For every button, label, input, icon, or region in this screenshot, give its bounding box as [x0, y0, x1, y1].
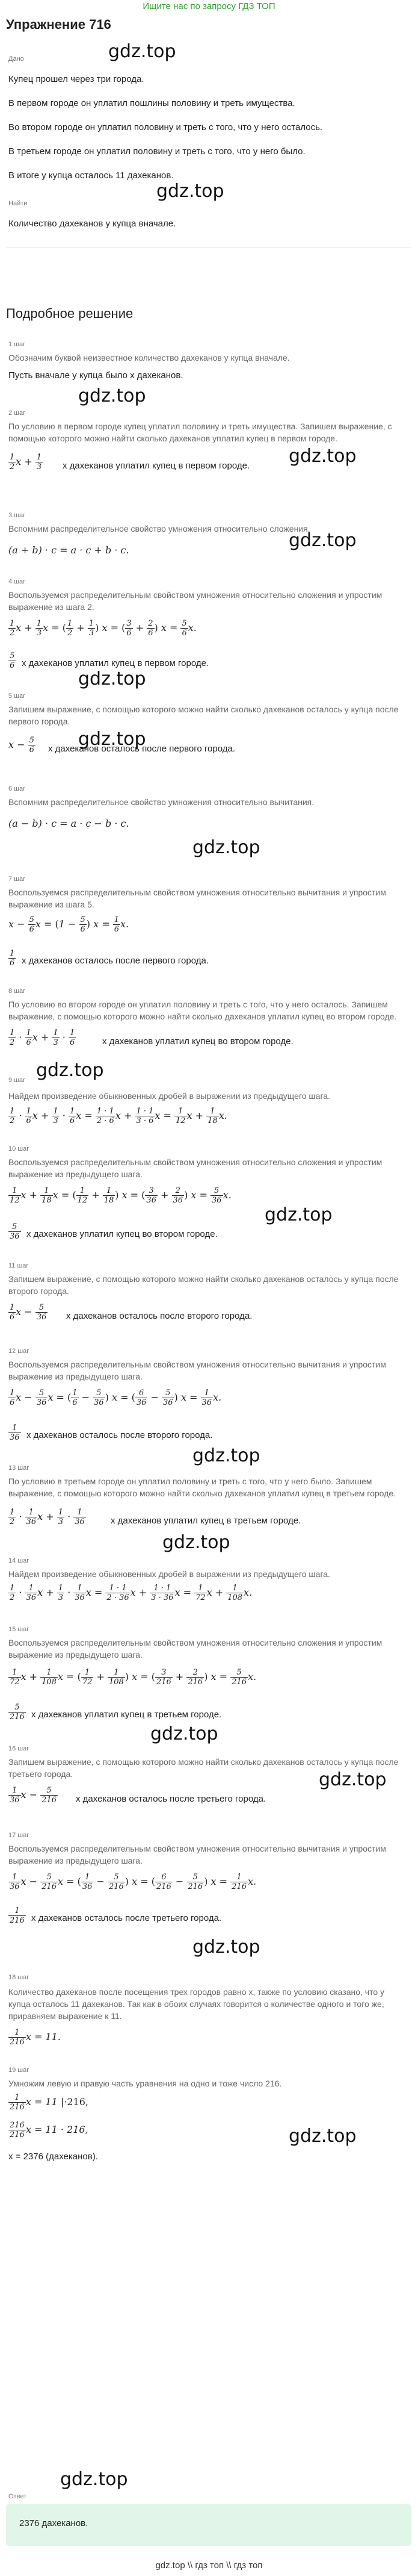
step-11-tag: 11 шаг — [8, 1262, 29, 1269]
step-11-note: Запишем выражение, с помощью которого можно найти сколько дахеканов осталось у купца после второго города. — [8, 1274, 399, 1296]
step-17-text: x дахеканов осталось после третьего города. — [31, 1913, 222, 1923]
step-5-text: x дахеканов осталось после первого города. — [48, 744, 235, 754]
step-8-math: $\frac{1}{2}$ · $\frac{1}{6}$ x + $\frac{1}{3}$ · $\frac{1}{6}$ — [10, 1028, 75, 1047]
step-19-math-1: $\frac{1}{216}$ x = 11 |·216, — [10, 2093, 88, 2112]
step-11-math: $\frac{1}{6}$ x − $\frac{5}{36}$ — [10, 1303, 47, 1322]
step-16-text: x дахеканов осталось после третьего города. — [76, 1794, 266, 1804]
step-4-note: Воспользуемся распределительным свойством умножения относительно сложения и упростим выражение из шага 2. — [8, 590, 383, 612]
watermark: gdz.top — [192, 1937, 260, 1958]
watermark: gdz.top — [78, 668, 146, 689]
step-9-note: Найдем произведение обыкновенных дробей в выражении из предыдущего шага. — [8, 1091, 330, 1101]
step-13-math: $\frac{1}{2}$ · $\frac{1}{36}$ x + $\frac{1}{3}$ · $\frac{1}{36}$ — [10, 1508, 85, 1526]
step-11-text: x дахеканов осталось после второго города. — [66, 1311, 253, 1321]
watermark: gdz.top — [60, 2469, 128, 2490]
step-12-text: x дахеканов осталось после второго города. — [26, 1430, 213, 1440]
step-8-tag: 8 шаг — [8, 988, 26, 995]
step-17-tag: 17 шаг — [8, 1832, 29, 1839]
watermark: gdz.top — [289, 530, 357, 551]
step-17-frac: $\frac{1}{216}$ — [10, 1906, 25, 1925]
step-14-tag: 14 шаг — [8, 1557, 29, 1564]
given-line-1: Купец прошел через три города. — [8, 74, 144, 84]
step-8-text: x дахеканов уплатил купец во втором городе. — [102, 1036, 294, 1047]
watermark: gdz.top — [108, 41, 176, 62]
step-13-text: x дахеканов уплатил купец в третьем городе. — [111, 1516, 301, 1526]
top-banner[interactable]: Ищите нас по запросу ГДЗ ТОП — [143, 1, 275, 11]
step-10-text: x дахеканов уплатил купец во втором городе. — [26, 1229, 218, 1239]
step-10-frac: $\frac{5}{36}$ — [10, 1222, 20, 1241]
step-16-note: Запишем выражение, с помощью которого можно найти сколько дахеканов осталось у купца после третьего города. — [8, 1757, 399, 1779]
step-9-tag: 9 шаг — [8, 1077, 26, 1084]
step-13-note: По условию в третьем городе он уплатил половину и треть с того, что у него было. Запишем выражение, с помощью которого можно найти сколько дахеканов уплатил купец в третьем городе. — [8, 1476, 396, 1498]
answer-tag: Ответ — [8, 2493, 27, 2500]
step-6-tag: 6 шаг — [8, 785, 26, 792]
step-6-math: (a − b) · c = a · c − b · c. — [8, 818, 129, 829]
step-10-tag: 10 шаг — [8, 1145, 29, 1153]
step-3-tag: 3 шаг — [8, 512, 26, 519]
watermark: gdz.top — [289, 446, 357, 467]
step-19-tag: 19 шаг — [8, 2067, 29, 2074]
step-4-math: $\frac{1}{2}$ x + $\frac{1}{3}$ x = ( $\frac{1}{2}$ + $\frac{1}{3}$ ) x = ( $\frac{3}{6}$ + $\frac{2}{6}$ ) x = $\frac{5}{6}$ x. — [10, 619, 197, 638]
step-14-math: $\frac{1}{2}$ · $\frac{1}{36}$ x + $\frac{1}{3}$ · $\frac{1}{36}$ x = $\frac{1 \cdot 1}{2 \cdot 36}$ x + $\frac{1 \cdot 1}{3 \cdot 36}$ x = $\frac{1}{72}$ x + $\frac{1}{108}$ x. — [10, 1584, 253, 1602]
solution-title: Подробное решение — [6, 306, 134, 321]
watermark: gdz.top — [36, 1060, 104, 1081]
step-2-tag: 2 шаг — [8, 409, 26, 417]
step-7-tag: 7 шаг — [8, 876, 26, 883]
step-5-math: x − $\frac{5}{6}$ — [8, 736, 34, 754]
step-5-tag: 5 шаг — [8, 692, 26, 700]
watermark: gdz.top — [156, 181, 224, 202]
given-line-5: В итоге у купца осталось 11 дахеканов. — [8, 170, 174, 181]
step-15-text: x дахеканов уплатил купец в третьем городе. — [31, 1710, 222, 1720]
step-17-math: $\frac{1}{36}$ x − $\frac{5}{216}$ x = ( $\frac{1}{36}$ − $\frac{5}{216}$ ) x = ( $\frac{6}{216}$ − $\frac{5}{216}$ ) x = $\frac{1}{216}$ x. — [10, 1873, 257, 1891]
step-10-math: $\frac{1}{12}$ x + $\frac{1}{18}$ x = ( $\frac{1}{12}$ + $\frac{1}{18}$ ) x = ( $\frac{3}{36}$ + $\frac{2}{36}$ ) x = $\frac{5}{36}$ x. — [10, 1186, 232, 1205]
step-18-tag: 18 шаг — [8, 1974, 29, 1981]
step-2-note: По условию в первом городе купец уплатил половину и треть имущества. Запишем выражение, с помощью которого можно найти сколько дахеканов уплатил купец в первом городе. — [8, 422, 392, 443]
watermark: gdz.top — [78, 385, 146, 406]
step-15-tag: 15 шаг — [8, 1626, 29, 1633]
step-5-note: Запишем выражение, с помощью которого можно найти сколько дахеканов осталось у купца после первого города. — [8, 705, 399, 726]
step-17-note: Воспользуемся распределительным свойством умножения относительно вычитания и упростим выражение из предыдущего шага. — [8, 1844, 386, 1865]
watermark: gdz.top — [319, 1769, 387, 1790]
step-3-note: Вспомним распределительное свойство умножения относительно сложения. — [8, 524, 310, 534]
find-tag: Найти — [8, 200, 28, 207]
find-line: Количество дахеканов у купца вначале. — [8, 219, 176, 229]
step-16-math: $\frac{1}{36}$ x − $\frac{5}{216}$ — [10, 1786, 57, 1805]
step-12-math: $\frac{1}{6}$ x − $\frac{5}{36}$ x = ( $\frac{1}{6}$ − $\frac{5}{36}$ ) x = ( $\frac{6}{36}$ − $\frac{5}{36}$ ) x = $\frac{1}{36}$ x. — [10, 1389, 222, 1407]
answer-box — [6, 2504, 411, 2546]
step-15-math: $\frac{1}{72}$ x + $\frac{1}{108}$ x = ( $\frac{1}{72}$ + $\frac{1}{108}$ ) x = ( $\frac{3}{216}$ + $\frac{2}{216}$ ) x = $\frac{5}{216}$ x. — [10, 1668, 257, 1687]
given-line-2: В первом городе он уплатил пошлины половину и треть имущества. — [8, 98, 295, 108]
footer-links[interactable]: gdz.top \\ гдз топ \\ гдз топ — [155, 2560, 263, 2571]
exercise-title: Упражнение 716 — [6, 17, 111, 32]
step-14-note: Найдем произведение обыкновенных дробей в выражении из предыдущего шага. — [8, 1569, 330, 1579]
step-2-math: $\frac{1}{2}$ x + $\frac{1}{3}$ — [10, 453, 42, 471]
watermark: gdz.top — [289, 2126, 357, 2147]
step-18-note: Количество дахеканов после посещения трех городов равно x, также по условию сказано, что у купца осталось 11 дахеканов. Так как в обоих случаях говорится о количестве одного и того же, приравняем выражение к 11. — [8, 1987, 385, 2021]
step-2-text: x дахеканов уплатил купец в первом городе. — [63, 461, 250, 471]
step-8-note: По условию во втором городе он уплатил половину и треть с того, что у него осталось. Запишем выражение, с помощью которого можно найти сколько дахеканов уплатил купец во втором городе. — [8, 1000, 397, 1021]
answer-text: 2376 дахеканов. — [19, 2518, 88, 2528]
watermark: gdz.top — [150, 1723, 218, 1744]
step-12-frac: $\frac{1}{36}$ — [10, 1423, 20, 1442]
given-tag: Дано — [8, 55, 24, 63]
step-1-tag: 1 шаг — [8, 341, 26, 348]
given-line-3: Во втором городе он уплатил половину и треть с того, что у него осталось. — [8, 122, 323, 132]
step-4-frac: $\frac{5}{6}$ — [10, 652, 15, 670]
step-19-math-2: $\frac{216}{216}$ x = 11 · 216, — [10, 2121, 88, 2139]
step-3-math: (a + b) · c = a · c + b · c. — [8, 544, 129, 556]
step-13-tag: 13 шаг — [8, 1464, 29, 1472]
step-15-frac: $\frac{5}{216}$ — [10, 1703, 25, 1722]
step-4-tag: 4 шаг — [8, 578, 26, 585]
watermark: gdz.top — [192, 1445, 260, 1466]
step-19-text: x = 2376 (дахеканов). — [8, 2151, 98, 2162]
step-7-text: x дахеканов осталось после первого города. — [22, 956, 209, 966]
step-7-math: x − $\frac{5}{6}$ x = (1 − $\frac{5}{6}$ ) x = $\frac{1}{6}$ x. — [8, 915, 129, 934]
watermark: gdz.top — [162, 1532, 230, 1553]
watermark: gdz.top — [78, 729, 146, 750]
given-line-4: В третьем городе он уплатил половину и треть с того, что у него было. — [8, 146, 306, 157]
step-12-note: Воспользуемся распределительным свойством умножения относительно вычитания и упростим выражение из предыдущего шага. — [8, 1360, 386, 1381]
step-1-text: Пусть вначале у купца было x дахеканов. — [8, 370, 183, 381]
watermark: gdz.top — [265, 1204, 333, 1225]
step-10-note: Воспользуемся распределительным свойством умножения относительно сложения и упростим выражение из предыдущего шага. — [8, 1157, 383, 1179]
step-7-note: Воспользуемся распределительным свойством умножения относительно вычитания и упростим выражение из шага 5. — [8, 888, 386, 909]
step-4-text: x дахеканов уплатил купец в первом городе. — [22, 658, 209, 668]
step-7-frac: $\frac{1}{6}$ — [10, 949, 15, 968]
step-6-note: Вспомним распределительное свойство умножения относительно вычитания. — [8, 797, 315, 807]
watermark: gdz.top — [192, 837, 260, 858]
step-18-math: $\frac{1}{216}$ x = 11. — [10, 2028, 61, 2047]
step-12-tag: 12 шаг — [8, 1348, 29, 1355]
step-19-note: Умножим левую и правую часть уравнения на одно и тоже число 216. — [8, 2079, 282, 2088]
step-16-tag: 16 шаг — [8, 1745, 29, 1752]
step-9-math: $\frac{1}{2}$ · $\frac{1}{6}$ x + $\frac{1}{3}$ · $\frac{1}{6}$ x = $\frac{1 \cdot 1}{2 \cdot 6}$ x + $\frac{1 \cdot 1}{3 \cdot 6}$ x = $\frac{1}{12}$ x + $\frac{1}{18}$ x. — [10, 1107, 227, 1125]
step-15-note: Воспользуемся распределительным свойством умножения относительно сложения и упростим выражение из предыдущего шага. — [8, 1638, 383, 1660]
step-1-note: Обозначим буквой неизвестное количество дахеканов у купца вначале. — [8, 353, 290, 362]
